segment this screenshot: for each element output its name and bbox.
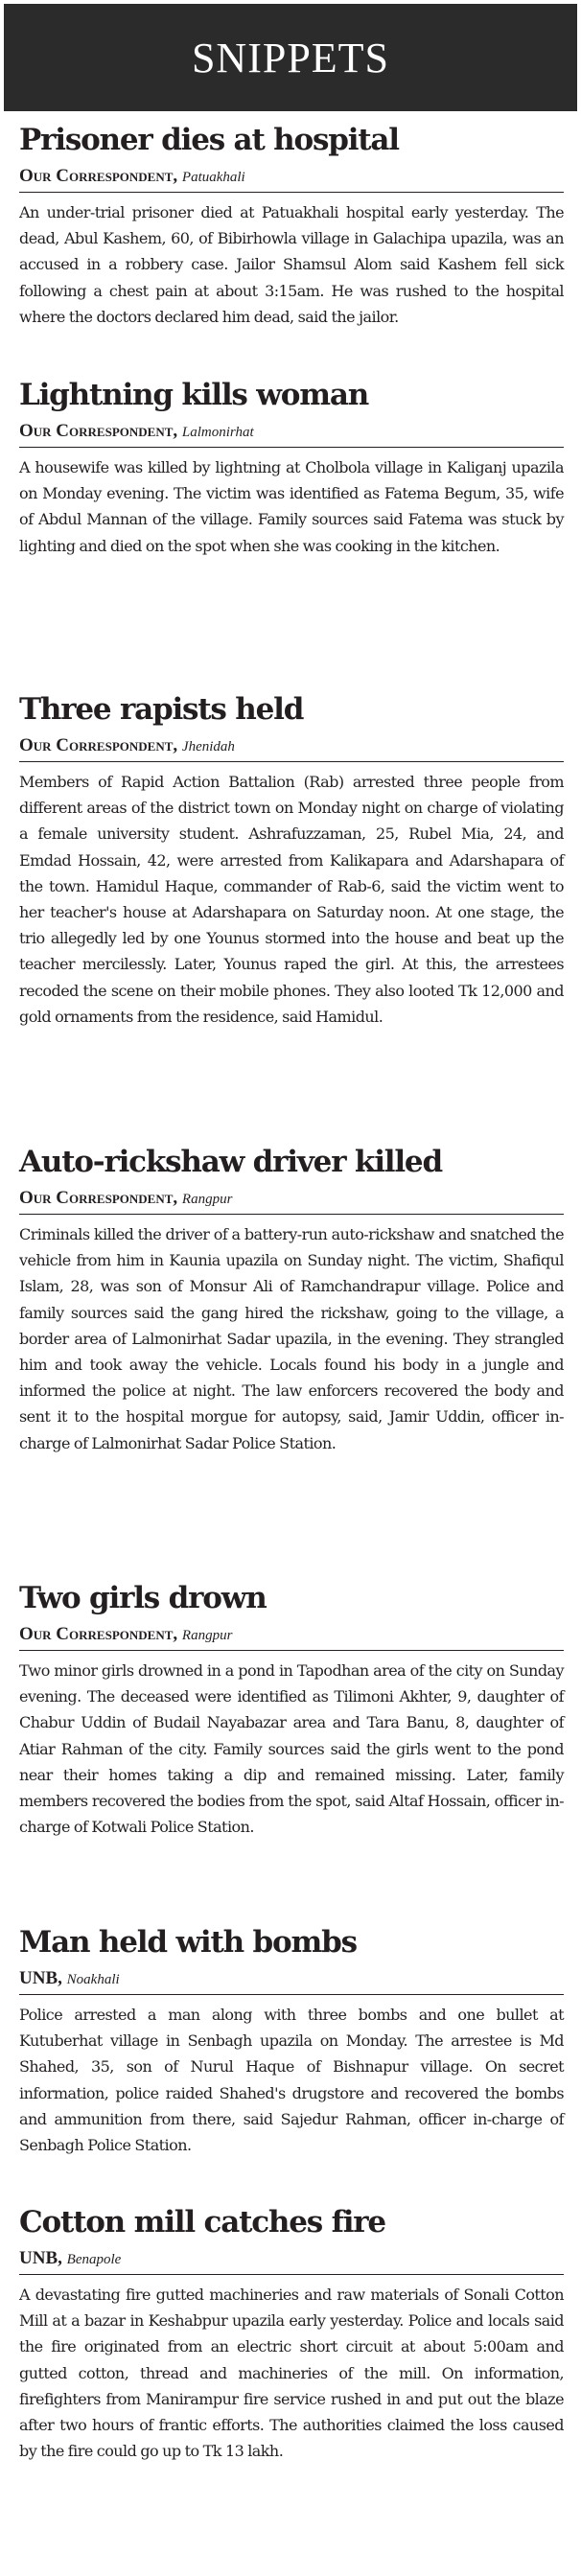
story-headline: Three rapists held [19, 692, 304, 727]
story-body: Police arrested a man along with three bombs and one bullet at Kutuberhat village in Senbagh upazila on Monday. The arrestee is Md Shahed, 35, son of Nurul Haque of Bishnapur village. On secret information, police raided Shahed's drugstore and recovered the bombs and ammunition from there, said Sajedur Rahman, officer in-charge of Senbagh Police Station. [19, 2006, 564, 2155]
story-two-girls [19, 1577, 564, 1840]
byline-source: Our Correspondent, [19, 1188, 178, 1208]
story-cotton-mill [19, 2201, 564, 2464]
byline-source: UNB, [19, 1968, 62, 1988]
section-title: SNIPPETS [191, 34, 390, 81]
byline-source: Our Correspondent, [19, 166, 178, 186]
story-body: Criminals killed the driver of a battery-run auto-rickshaw and snatched the vehicle from him in Kaunia upazila on Sunday night. The victim, Shafiqul Islam, 28, was son of Monsur Ali of Ramchandrapur village. Police and family sources said the gang hired the rickshaw, going to the village, a border area of Lalmonirhat Sadar upazila, in the evening. They strangled him and took away the vehicle. Locals found his body in a jungle and informed the police at night. The law enforcers recovered the body and sent it to the hospital morgue for autopsy, said, Jamir Uddin, officer in-charge of Lalmonirhat Sadar Police Station. [19, 1225, 564, 1452]
story-three-rapists [19, 688, 564, 1030]
story-byline [19, 1963, 564, 1994]
story-byline [19, 2243, 564, 2274]
story-byline [19, 416, 564, 447]
story-body: Members of Rapid Action Battalion (Rab) arrested three people from different areas of the district town on Monday night on charge of violating a female university student. Ashrafuzzaman, 25, Rubel Mia, 24, and Emdad Hossain, 42, were arrested from Kalikapara and Adarshapara of the town. Hamidul Haque, commander of Rab-6, said the victim went to her teacher's house at Adarshapara on Saturday noon. At one stage, the trio allegedly led by one Younus stormed into the house and beat up the teacher mercilessly. Later, Younus raped the girl. At this, the arrestees recoded the scene on their mobile phones. They also looted Tk 12,000 and gold ornaments from the residence, said Hamidul. [19, 773, 564, 1026]
story-auto-rickshaw [19, 1141, 564, 1456]
story-byline [19, 1183, 564, 1214]
story-body: An under-trial prisoner died at Patuakhali hospital early yesterday. The dead, Abul Kashem, 60, of Bibirhowla village in Galachipa upazila, was an accused in a robbery case. Jailor Shamsul Alom said Kashem fell sick following a chest pain at about 3:15am. He was rushed to the hospital where the doctors declared him dead, said the jailor. [19, 203, 564, 326]
story-headline: Prisoner dies at hospital [19, 123, 399, 157]
byline-source: Our Correspondent, [19, 735, 178, 755]
byline-place: Jhenidah [181, 739, 235, 754]
story-byline [19, 1619, 564, 1650]
story-lightning-kills [19, 374, 564, 559]
byline-place: Benapole [66, 2252, 122, 2267]
byline-place: Rangpur [181, 1192, 233, 1207]
section-banner [4, 4, 577, 111]
story-man-held [19, 1921, 564, 2158]
byline-source: Our Correspondent, [19, 421, 178, 441]
story-body: Two minor girls drowned in a pond in Tapodhan area of the city on Sunday evening. The deceased were identified as Tilimoni Akhter, 9, daughter of Chabur Uddin of Budail Nayabazar area and Tara Banu, 8, daughter of Atiar Rahman of the city. Family sources said the girls went to the pond near their homes taking a dip and remained missing. Later, family members recovered the bodies from the spot, said Altaf Hossain, officer in-charge of Kotwali Police Station. [19, 1661, 564, 1837]
story-headline: Lightning kills woman [19, 378, 369, 412]
story-headline: Cotton mill catches fire [19, 2205, 385, 2239]
byline-source: UNB, [19, 2248, 62, 2268]
byline-source: Our Correspondent, [19, 1624, 178, 1644]
story-byline [19, 161, 564, 192]
story-byline [19, 731, 564, 761]
byline-place: Rangpur [181, 1628, 233, 1643]
byline-place: Noakhali [66, 1972, 120, 1987]
story-headline: Two girls drown [19, 1581, 267, 1615]
story-body: A devastating fire gutted machineries and raw materials of Sonali Cotton Mill at a bazar in Keshabpur upazila early yesterday. Police and locals said the fire originated from an electric short circuit at about 5:00am and gutted cotton, thread and machineries of the mill. On information, firefighters from Manirampur fire service rushed in and put out the blaze after two hours of frantic efforts. The authorities claimed the loss caused by the fire could go up to Tk 13 lakh. [19, 2286, 564, 2461]
story-body: A housewife was killed by lightning at Cholbola village in Kaliganj upazila on Monday evening. The victim was identified as Fatema Begum, 35, wife of Abdul Mannan of the village. Family sources said Fatema was stuck by lighting and died on the spot when she was cooking in the kitchen. [19, 458, 564, 555]
story-headline: Auto-rickshaw driver killed [19, 1145, 442, 1179]
byline-place: Patuakhali [181, 170, 245, 185]
story-headline: Man held with bombs [19, 1925, 357, 1960]
byline-place: Lalmonirhat [181, 425, 254, 440]
story-prisoner-dies [19, 119, 564, 330]
